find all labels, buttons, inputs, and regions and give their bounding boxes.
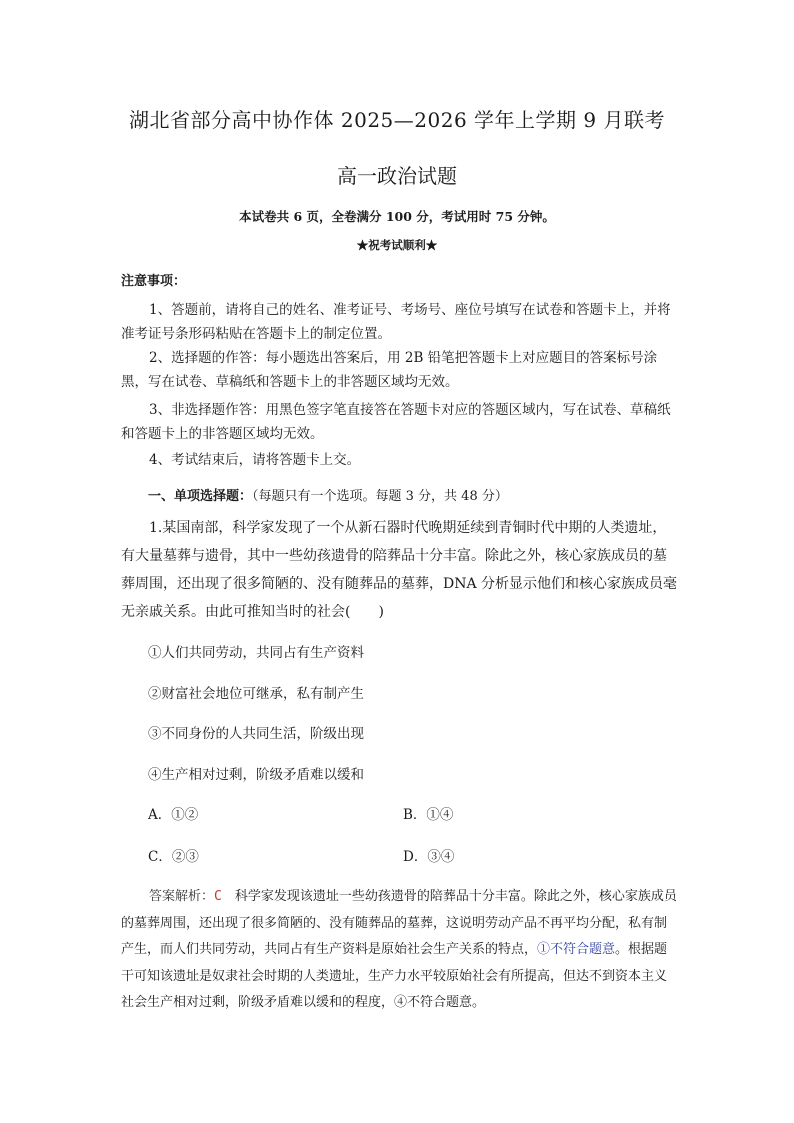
notice-item-1: 1、答题前，请将自己的姓名、准考证号、考场号、座位号填写在试卷和答题卡上，并将准考证号条形码粘贴在答题卡上的制定位置。 [121,302,671,342]
statement-4: ④生产相对过剩，阶级矛盾难以缓和 [148,767,364,783]
answer-key: C [214,889,222,904]
answer-label: 答案解析： [149,889,215,904]
statement-3: ③不同身份的人共同生活，阶级出现 [148,726,364,742]
choice-c: C．②③ [148,849,199,865]
choice-d: D．③④ [403,849,455,865]
section-title: 一、单项选择题： [148,489,253,504]
statement-2: ②财富社会地位可继承，私有制产生 [148,686,364,702]
choice-b: B．①④ [403,807,454,823]
section-desc: （每题只有一个选项。每题 3 分，共 48 分） [252,489,508,504]
notice-heading: 注意事项： [121,274,187,289]
choice-a: A．①② [148,807,199,823]
question-1-stem: 1.某国南部，科学家发现了一个从新石器时代晚期延续到青铜时代中期的人类遗址，有大量墓葬与遗骨，其中一些幼孩遗骨的陪葬品十分丰富。除此之外，核心家族成员的墓葬周围，还出现了很多简陋的、没有随葬品的墓葬，DNA 分析显示他们和核心家族成员毫无亲戚关系。由此可推知当时的社会( ) [121,520,678,620]
exam-subject: 高一政治试题 [337,164,457,188]
answer-text-2: 。根据题干可知该遗址是奴隶社会时期的人类遗址，生产力水平较原始社会有所提高，但达不到资本主义社会生产相对过剩，阶级矛盾难以缓和的程度，④不符合题意。 [121,942,668,1010]
exam-info: 本试卷共 6 页，全卷满分 100 分，考试用时 75 分钟。 [239,209,555,224]
notice-item-4: 4、考试结束后，请将答题卡上交。 [149,452,361,468]
notice-item-2: 2、选择题的作答：每小题选出答案后，用 2B 铅笔把答题卡上对应题目的答案标号涂黑，写在试卷、草稿纸和答题卡上的非答题区域均无效。 [121,350,658,390]
good-luck-line: ★祝考试顺利★ [356,238,438,252]
answer-text-1: 科学家发现该遗址一些幼孩遗骨的陪葬品十分丰富。除此之外，核心家族成员的墓葬周围，还出现了很多简陋的、没有随葬品的墓葬，这说明劳动产品不再平均分配，私有制产生，而人们共同劳动，共同占有生产资料是原始社会生产关系的特点， [121,889,677,957]
exam-title: 湖北省部分高中协作体 2025—2026 学年上学期 9 月联考 [129,108,665,132]
notice-item-3: 3、非选择题作答：用黑色签字笔直接答在答题卡对应的答题区域内，写在试卷、草稿纸和答题卡上的非答题区域均无效。 [121,402,671,442]
section-heading [148,485,508,504]
statement-1: ①人们共同劳动，共同占有生产资料 [148,645,364,661]
answer-text-highlight: ①不符合题意 [537,942,616,957]
answer-explanation [121,884,677,1017]
